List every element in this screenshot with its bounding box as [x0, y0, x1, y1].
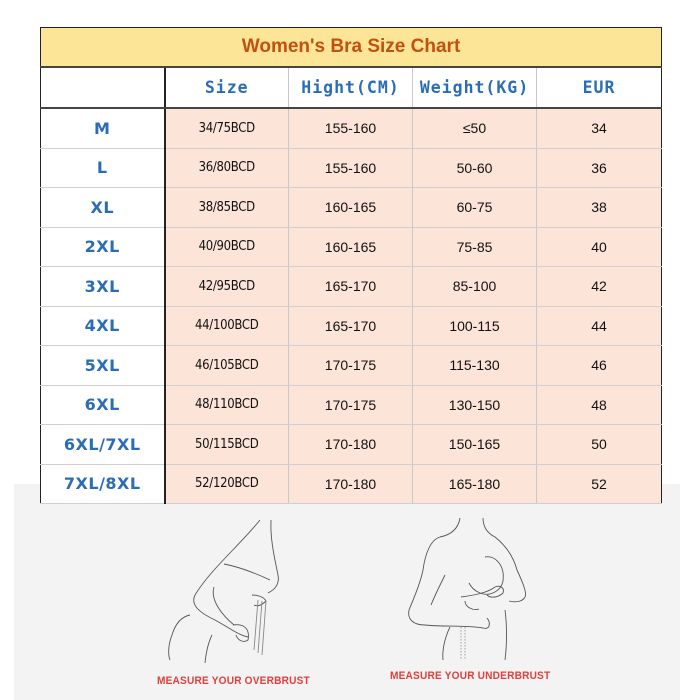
header-eur: EUR — [537, 67, 662, 108]
table-row — [41, 425, 662, 465]
eur-cell: 38 — [537, 188, 662, 228]
bust-size-cell: 34/75BCD — [165, 108, 289, 148]
size-label: 5XL — [41, 346, 165, 386]
table-row — [41, 385, 662, 425]
weight-cell: 165-180 — [413, 464, 537, 504]
height-cell: 170-175 — [289, 346, 413, 386]
measurement-guide-panel — [14, 484, 680, 700]
underbust-measuring-figure-icon — [395, 515, 545, 665]
size-label: 3XL — [41, 267, 165, 307]
weight-cell: 50-60 — [413, 148, 537, 188]
underbust-caption: MEASURE YOUR UNDERBRUST — [390, 670, 551, 682]
overbust-caption: MEASURE YOUR OVERBRUST — [157, 675, 310, 687]
table-row — [41, 227, 662, 267]
eur-cell: 48 — [537, 385, 662, 425]
size-label: 4XL — [41, 306, 165, 346]
header-size: Size — [165, 67, 289, 108]
height-cell: 165-170 — [289, 267, 413, 307]
weight-cell: 150-165 — [413, 425, 537, 465]
weight-cell: 130-150 — [413, 385, 537, 425]
size-chart-table — [40, 27, 662, 504]
size-label: 6XL — [41, 385, 165, 425]
weight-cell: 60-75 — [413, 188, 537, 228]
height-cell: 170-180 — [289, 425, 413, 465]
eur-cell: 42 — [537, 267, 662, 307]
table-row — [41, 108, 662, 148]
eur-cell: 40 — [537, 227, 662, 267]
table-row — [41, 148, 662, 188]
size-label: L — [41, 148, 165, 188]
size-label: M — [41, 108, 165, 148]
height-cell: 155-160 — [289, 148, 413, 188]
table-row — [41, 306, 662, 346]
size-label: XL — [41, 188, 165, 228]
chart-title: Women's Bra Size Chart — [41, 28, 662, 68]
table-row — [41, 188, 662, 228]
weight-cell: 115-130 — [413, 346, 537, 386]
bust-size-cell: 44/100BCD — [165, 306, 289, 346]
bust-size-cell: 38/85BCD — [165, 188, 289, 228]
eur-cell: 46 — [537, 346, 662, 386]
bust-size-cell: 50/115BCD — [165, 425, 289, 465]
table-row — [41, 267, 662, 307]
size-label: 6XL/7XL — [41, 425, 165, 465]
header-row — [41, 67, 662, 108]
eur-cell: 34 — [537, 108, 662, 148]
eur-cell: 50 — [537, 425, 662, 465]
weight-cell: ≤50 — [413, 108, 537, 148]
height-cell: 170-180 — [289, 464, 413, 504]
bust-size-cell: 48/110BCD — [165, 385, 289, 425]
eur-cell: 44 — [537, 306, 662, 346]
height-cell: 160-165 — [289, 227, 413, 267]
table-row — [41, 346, 662, 386]
overbust-measuring-figure-icon — [150, 515, 300, 665]
eur-cell: 52 — [537, 464, 662, 504]
bust-size-cell: 42/95BCD — [165, 267, 289, 307]
table-row — [41, 464, 662, 504]
height-cell: 170-175 — [289, 385, 413, 425]
weight-cell: 100-115 — [413, 306, 537, 346]
height-cell: 160-165 — [289, 188, 413, 228]
header-height: Hight(CM) — [289, 67, 413, 108]
bust-size-cell: 40/90BCD — [165, 227, 289, 267]
header-weight: Weight(KG) — [413, 67, 537, 108]
bust-size-cell: 46/105BCD — [165, 346, 289, 386]
eur-cell: 36 — [537, 148, 662, 188]
bust-size-cell: 52/120BCD — [165, 464, 289, 504]
size-label: 7XL/8XL — [41, 464, 165, 504]
weight-cell: 85-100 — [413, 267, 537, 307]
bust-size-cell: 36/80BCD — [165, 148, 289, 188]
height-cell: 155-160 — [289, 108, 413, 148]
size-label: 2XL — [41, 227, 165, 267]
height-cell: 165-170 — [289, 306, 413, 346]
header-blank — [41, 67, 165, 108]
weight-cell: 75-85 — [413, 227, 537, 267]
